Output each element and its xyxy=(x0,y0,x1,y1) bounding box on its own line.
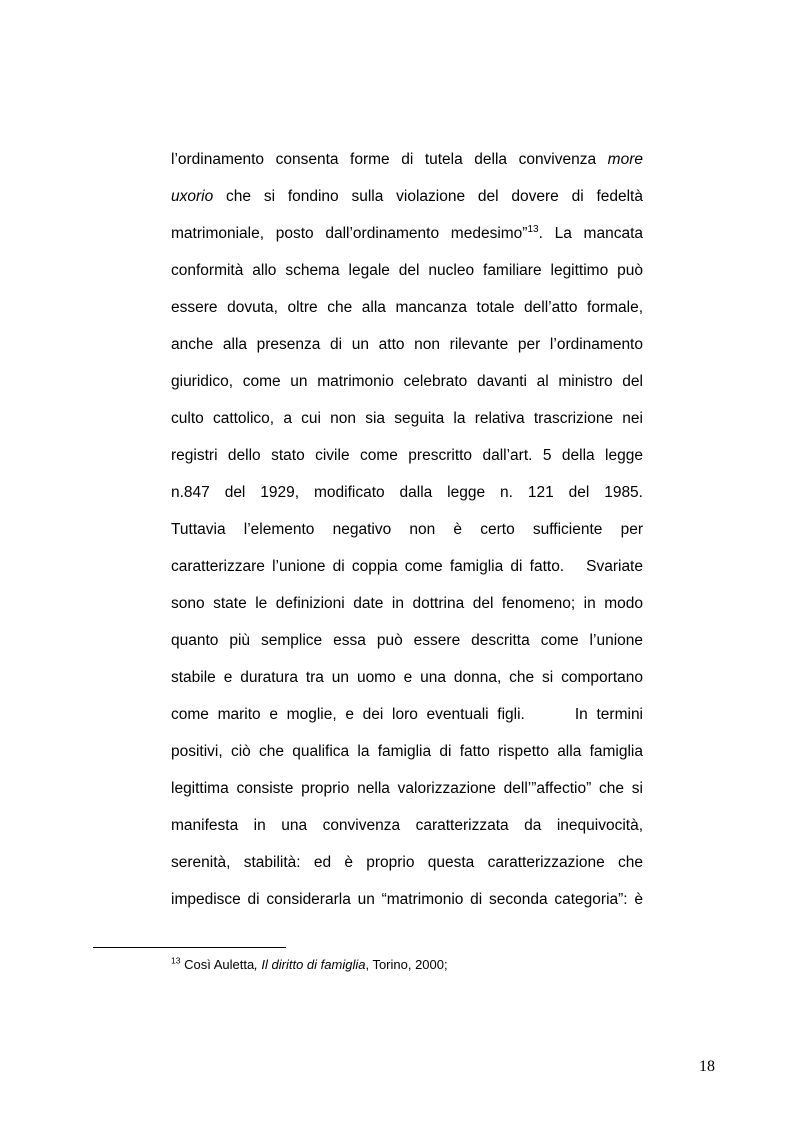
body-line-8: culto cattolico, a cui non sia seguita la relativa trascrizione nei xyxy=(171,410,643,427)
body-line-11: Tuttavia l’elemento negativo non è certo sufficiente per xyxy=(171,521,643,538)
footnote-ref: 13 xyxy=(527,223,539,235)
footnote-mark: 13 xyxy=(171,955,181,966)
body-line-18: legittima consiste proprio nella valorizzazione dell’”affectio” che si xyxy=(171,780,643,797)
body-line-12: caratterizzare l’unione di coppia come famiglia di fatto. Svariate xyxy=(171,558,643,575)
body-line-14: quanto più semplice essa può essere descritta come l’unione xyxy=(171,632,643,649)
body-line-6: anche alla presenza di un atto non rilevante per l’ordinamento xyxy=(171,336,643,353)
body-line-2: uxorio che si fondino sulla violazione del dovere di fedeltà xyxy=(171,188,643,205)
body-line-5: essere dovuta, oltre che alla mancanza totale dell’atto formale, xyxy=(171,299,643,316)
body-line-17: positivi, ciò che qualifica la famiglia di fatto rispetto alla famiglia xyxy=(171,743,643,760)
footnote-separator xyxy=(93,947,286,948)
body-line-15: stabile e duratura tra un uomo e una donna, che si comportano xyxy=(171,669,643,686)
body-line-21: impedisce di considerarla un “matrimonio di seconda categoria”: è xyxy=(171,891,643,908)
body-line-20: serenità, stabilità: ed è proprio questa caratterizzazione che xyxy=(171,854,643,871)
body-line-13: sono state le definizioni date in dottrina del fenomeno; in modo xyxy=(171,595,643,612)
body-line-4: conformità allo schema legale del nucleo familiare legittimo può xyxy=(171,262,643,279)
body-line-1: l’ordinamento consenta forme di tutela della convivenza more xyxy=(171,151,643,168)
footnote: $^{13}$ Così Auletta, Il diritto di famiglia, Torino, 2000; xyxy=(171,955,448,972)
body-line-9: registri dello stato civile come prescritto dall’art. 5 della legge xyxy=(171,447,643,464)
body-line-3: matrimoniale, posto dall’ordinamento medesimo”$^{13}$. La mancata xyxy=(171,223,644,242)
body-line-10: n.847 del 1929, modificato dalla legge n. 121 del 1985. xyxy=(171,484,643,501)
body-line-19: manifesta in una convivenza caratterizzata da inequivocità, xyxy=(171,817,643,834)
page-number: 18 xyxy=(699,1058,715,1075)
body-line-16: come marito e moglie, e dei loro eventuali figli. In termini xyxy=(171,706,644,723)
body-line-7: giuridico, come un matrimonio celebrato davanti al ministro del xyxy=(171,373,643,390)
